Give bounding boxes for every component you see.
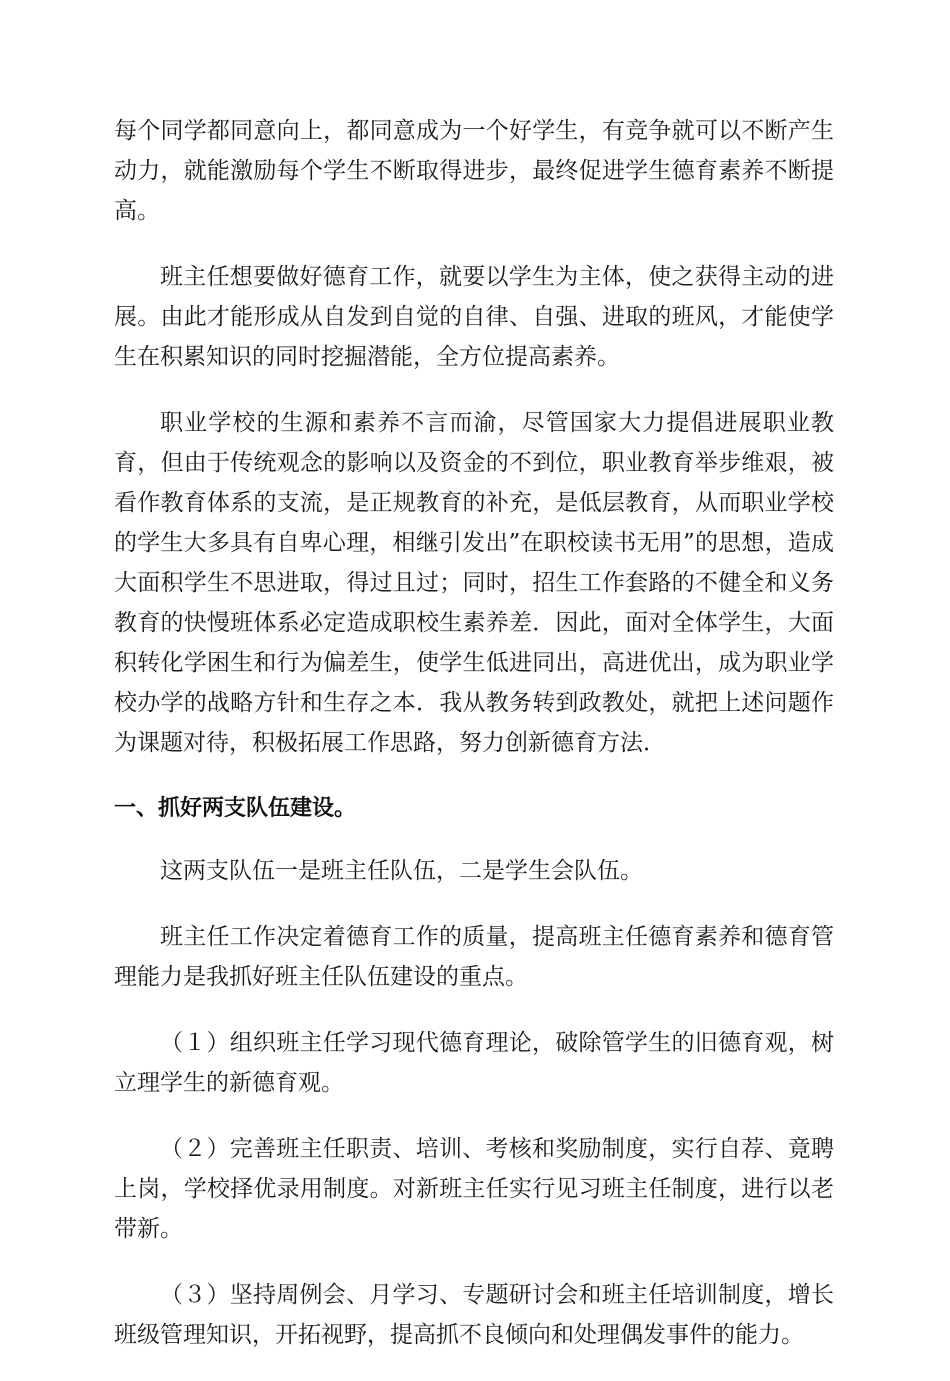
paragraph-head-teacher-work: 班主任工作决定着德育工作的质量，提高班主任德育素养和德育管理能力是我抓好班主任队伍建设的重点。 <box>114 924 834 990</box>
paragraph-two-teams: 这两支队伍一是班主任队伍，二是学生会队伍。 <box>160 858 643 884</box>
paragraph-competition: 每个同学都同意向上，都同意成为一个好学生，有竞争就可以不断产生动力，就能激励每个学生不断取得进步，最终促进学生德育素养不断提高。 <box>114 118 834 224</box>
section-heading: 一、抓好两支队伍建设。 <box>114 796 357 821</box>
document-body <box>114 111 834 1381</box>
list-item-2: （２）完善班主任职责、培训、考核和奖励制度，实行自荐、竟聘上岗，学校择优录用制度。对新班主任实行见习班主任制度，进行以老带新。 <box>114 1136 834 1242</box>
paragraph-student-subject: 班主任想要做好德育工作，就要以学生为主体，使之获得主动的进展。由此才能形成从自发到自觉的自律、自强、进取的班风，才能使学生在积累知识的同时挖掘潜能，全方位提高素养。 <box>114 264 834 370</box>
paragraph-vocational-school: 职业学校的生源和素养不言而渝，尽管国家大力提倡进展职业教育，但由于传统观念的影响以及资金的不到位，职业教育举步维艰，被看作教育体系的支流，是正规教育的补充，是低层教育，从而职业学校的学生大多具有自卑心理，相继引发出”在职校读书无用”的思想，造成大面积学生不思进取，得过且过；同时，招生工作套路的不健全和义务教育的快慢班体系必定造成职校生素养差．因此，面对全体学生，大面积转化学困生和行为偏差生，使学生低进同出，高进优出，成为职业学校办学的战略方针和生存之本．我从教务转到政教处，就把上述问题作为课题对待，积极拓展工作思路，努力创新德育方法． <box>114 410 834 756</box>
list-item-3: （３）坚持周例会、月学习、专题研讨会和班主任培训制度，增长班级管理知识，开拓视野，提高抓不良倾向和处理偶发事件的能力。 <box>114 1282 834 1348</box>
list-item-1: （１）组织班主任学习现代德育理论，破除管学生的旧德育观，树立理学生的新德育观。 <box>114 1030 834 1096</box>
